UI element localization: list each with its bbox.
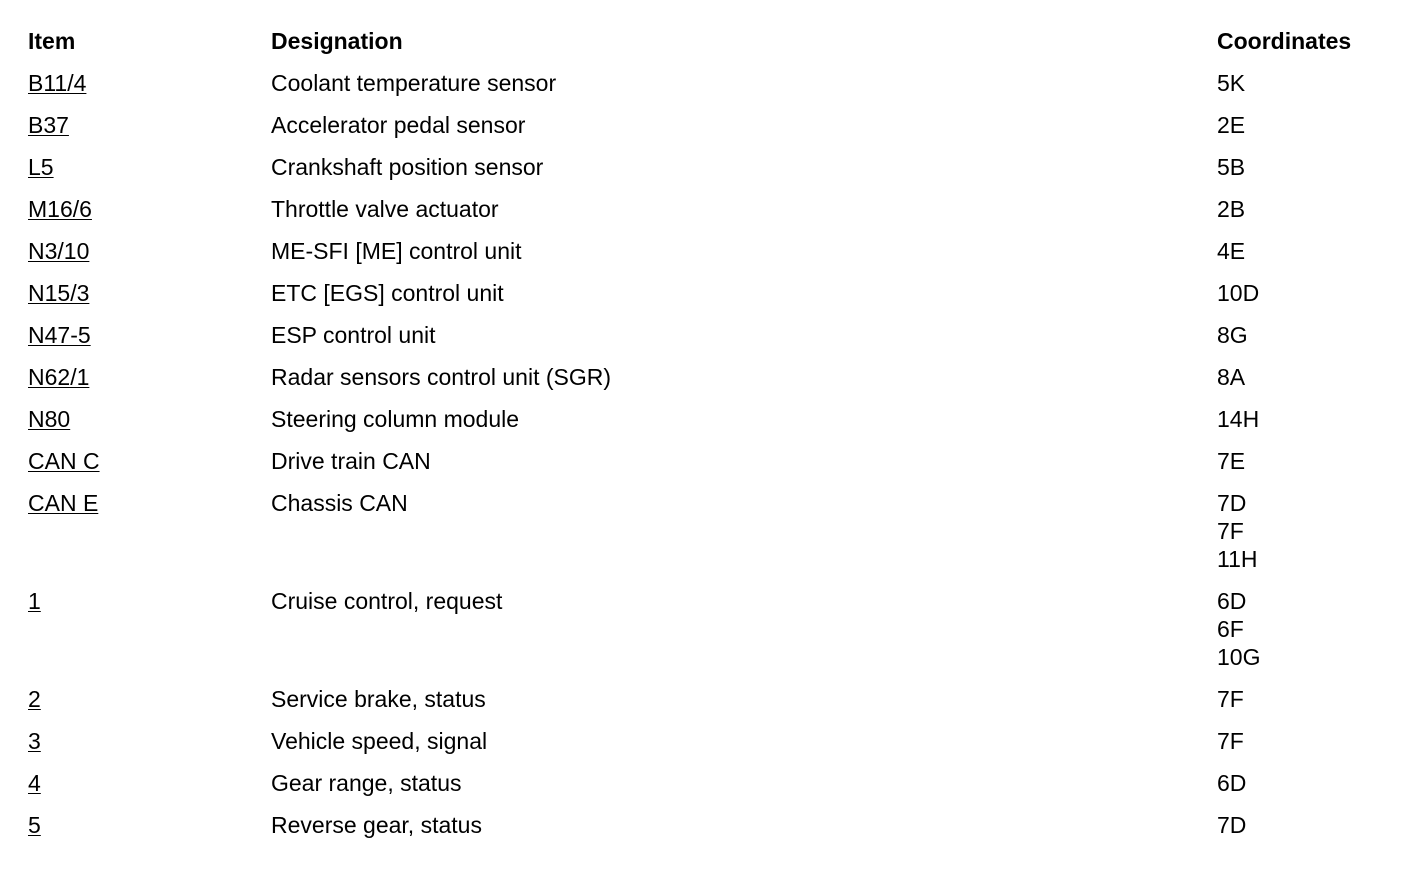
item-link[interactable]: N47-5 [28,322,91,348]
coordinate-value: 4E [1217,238,1246,264]
coordinate-value: 2B [1217,196,1246,222]
designation-cell: Service brake, status [271,686,486,712]
header-row [28,27,1377,69]
coordinates-cell [1217,811,1377,853]
designation-column-header: Designation [271,28,403,54]
coordinates-cell [1217,727,1377,769]
coordinates-cell [1217,363,1377,405]
item-link[interactable]: N15/3 [28,280,90,306]
designation-cell: Cruise control, request [271,588,503,614]
coordinate-value: 6D [1217,770,1247,796]
coordinate-value: 2E [1217,112,1246,138]
item-cell [28,685,271,727]
item-cell [28,321,271,363]
coordinates-cell [1217,279,1377,321]
table-row [28,321,1377,363]
item-link[interactable]: 4 [28,770,41,796]
designation-cell: Coolant temperature sensor [271,70,557,96]
item-cell [28,195,271,237]
item-link[interactable]: 5 [28,812,41,838]
coordinates-cell [1217,587,1377,685]
designation-cell: Steering column module [271,406,520,432]
item-cell [28,237,271,279]
table-row [28,447,1377,489]
coordinate-value: 10D [1217,280,1260,306]
coordinate-value: 14H [1217,406,1260,432]
item-cell [28,153,271,195]
designation-cell: ME-SFI [ME] control unit [271,238,522,264]
table-row [28,363,1377,405]
item-link[interactable]: CAN E [28,490,99,516]
coordinates-cell [1217,195,1377,237]
table-row [28,153,1377,195]
table-row [28,195,1377,237]
item-cell [28,727,271,769]
coordinate-value: 7D [1217,812,1247,838]
item-link[interactable]: M16/6 [28,196,92,222]
item-link[interactable]: B37 [28,112,69,138]
legend-body [28,69,1377,853]
designation-cell: Vehicle speed, signal [271,728,488,754]
coordinates-cell [1217,489,1377,587]
coordinates-cell [1217,321,1377,363]
designation-cell: Radar sensors control unit (SGR) [271,364,612,390]
table-row [28,811,1377,853]
item-link[interactable]: N80 [28,406,71,432]
coordinates-column-header: Coordinates [1217,28,1352,54]
item-cell [28,405,271,447]
coordinate-value: 5B [1217,154,1246,180]
coordinate-value: 11H [1217,546,1258,572]
table-row [28,727,1377,769]
coordinates-cell [1217,237,1377,279]
item-link[interactable]: N62/1 [28,364,90,390]
coordinate-value: 7D [1217,490,1247,516]
coordinate-value: 10G [1217,644,1261,670]
designation-cell: Crankshaft position sensor [271,154,544,180]
table-row [28,685,1377,727]
item-cell [28,279,271,321]
item-cell [28,769,271,811]
table-row [28,237,1377,279]
designation-cell: ETC [EGS] control unit [271,280,504,306]
coordinate-value: 7E [1217,448,1246,474]
designation-cell: Drive train CAN [271,448,431,474]
table-row [28,769,1377,811]
item-link[interactable]: N3/10 [28,238,90,264]
item-cell [28,363,271,405]
table-row [28,587,1377,685]
item-link[interactable]: 2 [28,686,41,712]
designation-cell: Throttle valve actuator [271,196,499,222]
item-cell [28,447,271,489]
table-row [28,69,1377,111]
coordinate-value: 6F [1217,616,1244,642]
item-link[interactable]: CAN C [28,448,100,474]
coordinates-cell [1217,405,1377,447]
item-cell [28,489,271,587]
table-row [28,111,1377,153]
designation-cell: ESP control unit [271,322,436,348]
table-row [28,405,1377,447]
coordinates-cell [1217,769,1377,811]
item-link[interactable]: B11/4 [28,70,87,96]
item-cell [28,587,271,685]
designation-cell: Accelerator pedal sensor [271,112,526,138]
item-link[interactable]: 3 [28,728,41,754]
coordinates-cell [1217,447,1377,489]
coordinate-value: 8G [1217,322,1248,348]
table-row [28,279,1377,321]
item-link[interactable]: 1 [28,588,41,614]
coordinate-value: 6D [1217,588,1247,614]
coordinates-cell [1217,153,1377,195]
designation-cell: Chassis CAN [271,490,408,516]
coordinate-value: 8A [1217,364,1246,390]
coordinate-value: 7F [1217,686,1244,712]
coordinates-cell [1217,111,1377,153]
coordinate-value: 5K [1217,70,1246,96]
item-link[interactable]: L5 [28,154,54,180]
item-cell [28,111,271,153]
table-row [28,489,1377,587]
coordinates-cell [1217,69,1377,111]
coordinates-cell [1217,685,1377,727]
item-cell [28,811,271,853]
item-column-header: Item [28,28,76,54]
coordinate-value: 7F [1217,518,1244,544]
item-cell [28,69,271,111]
designation-cell: Reverse gear, status [271,812,482,838]
component-legend-table [28,27,1377,853]
coordinate-value: 7F [1217,728,1244,754]
designation-cell: Gear range, status [271,770,462,796]
